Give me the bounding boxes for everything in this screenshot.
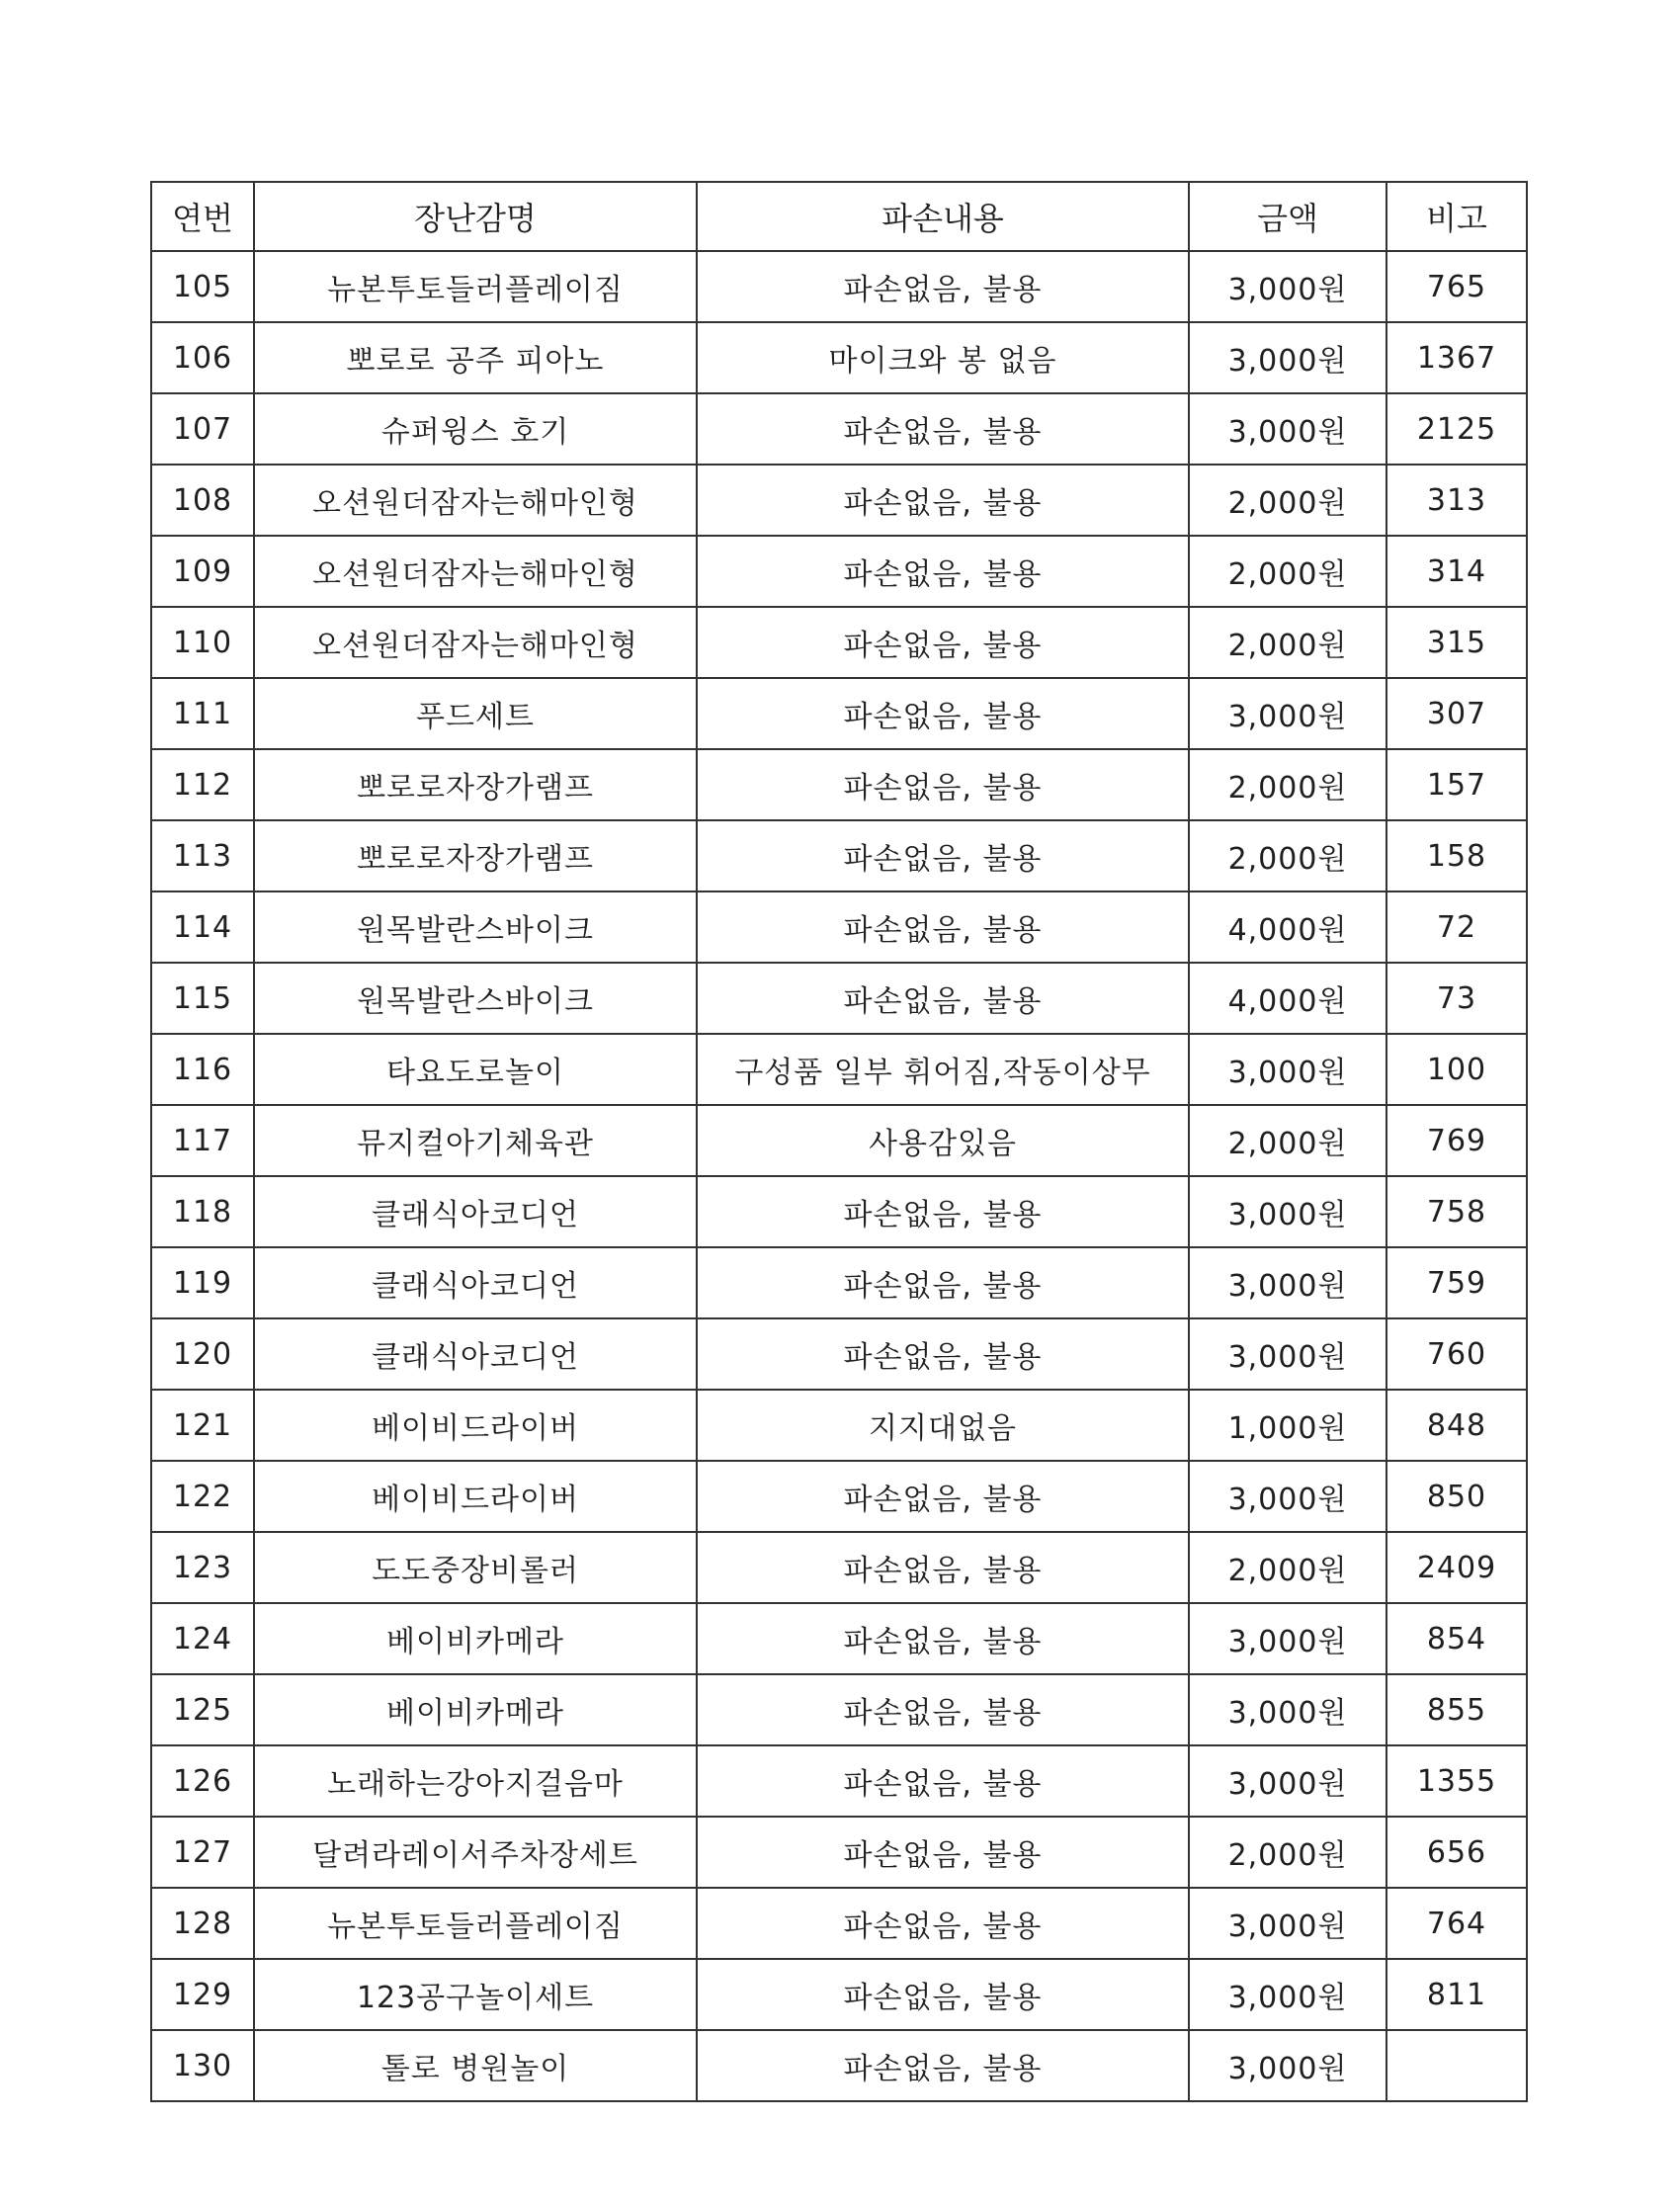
- row-number-cell: 114: [151, 891, 254, 963]
- toy-name-cell: 클래식아코디언: [254, 1247, 697, 1318]
- row-number-cell: 109: [151, 536, 254, 607]
- amount-cell: 3,000원: [1189, 1461, 1386, 1532]
- table-row: [151, 251, 1527, 322]
- amount-cell: 3,000원: [1189, 1034, 1386, 1105]
- table-row: [151, 322, 1527, 393]
- header-note: 비고: [1386, 182, 1527, 251]
- note-cell: 157: [1386, 749, 1527, 820]
- note-cell: 313: [1386, 465, 1527, 536]
- row-number-cell: 127: [151, 1817, 254, 1888]
- toy-name-cell: 원목발란스바이크: [254, 891, 697, 963]
- note-cell: 656: [1386, 1817, 1527, 1888]
- table-row: [151, 963, 1527, 1034]
- amount-cell: 2,000원: [1189, 607, 1386, 678]
- note-cell: 315: [1386, 607, 1527, 678]
- table-row: [151, 1532, 1527, 1603]
- amount-cell: 3,000원: [1189, 678, 1386, 749]
- toy-name-cell: 123공구놀이세트: [254, 1959, 697, 2030]
- damage-cell: 파손없음, 불용: [697, 607, 1189, 678]
- note-cell: 100: [1386, 1034, 1527, 1105]
- row-number-cell: 124: [151, 1603, 254, 1674]
- table-row: [151, 891, 1527, 963]
- damage-cell: 파손없음, 불용: [697, 891, 1189, 963]
- note-cell: 73: [1386, 963, 1527, 1034]
- amount-cell: 4,000원: [1189, 963, 1386, 1034]
- damage-cell: 파손없음, 불용: [697, 1674, 1189, 1745]
- amount-cell: 2,000원: [1189, 1532, 1386, 1603]
- note-cell: 765: [1386, 251, 1527, 322]
- table-row: [151, 607, 1527, 678]
- table-row: [151, 1318, 1527, 1390]
- row-number-cell: 121: [151, 1390, 254, 1461]
- row-number-cell: 130: [151, 2030, 254, 2101]
- damage-cell: 파손없음, 불용: [697, 963, 1189, 1034]
- note-cell: 855: [1386, 1674, 1527, 1745]
- note-cell: 854: [1386, 1603, 1527, 1674]
- row-number-cell: 125: [151, 1674, 254, 1745]
- damage-cell: 파손없음, 불용: [697, 1959, 1189, 2030]
- amount-cell: 3,000원: [1189, 1176, 1386, 1247]
- damage-cell: 파손없음, 불용: [697, 1888, 1189, 1959]
- damage-cell: 지지대없음: [697, 1390, 1189, 1461]
- header-amount: 금액: [1189, 182, 1386, 251]
- toy-name-cell: 도도중장비롤러: [254, 1532, 697, 1603]
- note-cell: 1367: [1386, 322, 1527, 393]
- note-cell: [1386, 2030, 1527, 2101]
- note-cell: 848: [1386, 1390, 1527, 1461]
- toy-name-cell: 클래식아코디언: [254, 1176, 697, 1247]
- note-cell: 1355: [1386, 1745, 1527, 1817]
- damage-cell: 파손없음, 불용: [697, 1247, 1189, 1318]
- toy-name-cell: 클래식아코디언: [254, 1318, 697, 1390]
- toy-name-cell: 오션원더잠자는해마인형: [254, 536, 697, 607]
- toy-name-cell: 달려라레이서주차장세트: [254, 1817, 697, 1888]
- row-number-cell: 112: [151, 749, 254, 820]
- note-cell: 72: [1386, 891, 1527, 963]
- toy-damage-table: [150, 181, 1528, 2102]
- toy-name-cell: 베이비드라이버: [254, 1390, 697, 1461]
- row-number-cell: 113: [151, 820, 254, 891]
- table-row: [151, 1674, 1527, 1745]
- toy-name-cell: 슈퍼윙스 호기: [254, 393, 697, 465]
- note-cell: 307: [1386, 678, 1527, 749]
- toy-name-cell: 베이비드라이버: [254, 1461, 697, 1532]
- row-number-cell: 115: [151, 963, 254, 1034]
- toy-name-cell: 톨로 병원놀이: [254, 2030, 697, 2101]
- amount-cell: 2,000원: [1189, 1817, 1386, 1888]
- damage-cell: 파손없음, 불용: [697, 1745, 1189, 1817]
- damage-cell: 파손없음, 불용: [697, 1176, 1189, 1247]
- table-row: [151, 1105, 1527, 1176]
- table-row: [151, 2030, 1527, 2101]
- toy-name-cell: 베이비카메라: [254, 1674, 697, 1745]
- note-cell: 158: [1386, 820, 1527, 891]
- amount-cell: 3,000원: [1189, 393, 1386, 465]
- amount-cell: 1,000원: [1189, 1390, 1386, 1461]
- note-cell: 769: [1386, 1105, 1527, 1176]
- toy-name-cell: 노래하는강아지걸음마: [254, 1745, 697, 1817]
- damage-cell: 파손없음, 불용: [697, 465, 1189, 536]
- damage-cell: 파손없음, 불용: [697, 1603, 1189, 1674]
- toy-name-cell: 뉴본투토들러플레이짐: [254, 251, 697, 322]
- table-row: [151, 465, 1527, 536]
- amount-cell: 3,000원: [1189, 1674, 1386, 1745]
- toy-name-cell: 뉴본투토들러플레이짐: [254, 1888, 697, 1959]
- amount-cell: 3,000원: [1189, 2030, 1386, 2101]
- row-number-cell: 129: [151, 1959, 254, 2030]
- toy-damage-table-wrapper: [150, 181, 1526, 2102]
- toy-name-cell: 뽀로로 공주 피아노: [254, 322, 697, 393]
- row-number-cell: 110: [151, 607, 254, 678]
- note-cell: 850: [1386, 1461, 1527, 1532]
- amount-cell: 3,000원: [1189, 322, 1386, 393]
- toy-name-cell: 원목발란스바이크: [254, 963, 697, 1034]
- row-number-cell: 123: [151, 1532, 254, 1603]
- toy-name-cell: 뽀로로자장가램프: [254, 820, 697, 891]
- row-number-cell: 120: [151, 1318, 254, 1390]
- table-row: [151, 1817, 1527, 1888]
- damage-cell: 파손없음, 불용: [697, 678, 1189, 749]
- damage-cell: 파손없음, 불용: [697, 820, 1189, 891]
- table-row: [151, 1390, 1527, 1461]
- toy-name-cell: 오션원더잠자는해마인형: [254, 607, 697, 678]
- toy-name-cell: 뽀로로자장가램프: [254, 749, 697, 820]
- amount-cell: 2,000원: [1189, 465, 1386, 536]
- row-number-cell: 111: [151, 678, 254, 749]
- damage-cell: 파손없음, 불용: [697, 1461, 1189, 1532]
- toy-name-cell: 베이비카메라: [254, 1603, 697, 1674]
- amount-cell: 2,000원: [1189, 749, 1386, 820]
- damage-cell: 파손없음, 불용: [697, 1318, 1189, 1390]
- row-number-cell: 118: [151, 1176, 254, 1247]
- table-row: [151, 1603, 1527, 1674]
- damage-cell: 파손없음, 불용: [697, 393, 1189, 465]
- amount-cell: 3,000원: [1189, 1745, 1386, 1817]
- table-row: [151, 1745, 1527, 1817]
- toy-name-cell: 오션원더잠자는해마인형: [254, 465, 697, 536]
- note-cell: 811: [1386, 1959, 1527, 2030]
- table-row: [151, 1888, 1527, 1959]
- table-body: [151, 251, 1527, 2101]
- damage-cell: 마이크와 봉 없음: [697, 322, 1189, 393]
- row-number-cell: 119: [151, 1247, 254, 1318]
- row-number-cell: 128: [151, 1888, 254, 1959]
- row-number-cell: 107: [151, 393, 254, 465]
- damage-cell: 파손없음, 불용: [697, 2030, 1189, 2101]
- note-cell: 314: [1386, 536, 1527, 607]
- amount-cell: 3,000원: [1189, 251, 1386, 322]
- damage-cell: 파손없음, 불용: [697, 749, 1189, 820]
- damage-cell: 구성품 일부 휘어짐,작동이상무: [697, 1034, 1189, 1105]
- table-row: [151, 1247, 1527, 1318]
- row-number-cell: 122: [151, 1461, 254, 1532]
- note-cell: 2409: [1386, 1532, 1527, 1603]
- row-number-cell: 116: [151, 1034, 254, 1105]
- amount-cell: 3,000원: [1189, 1247, 1386, 1318]
- amount-cell: 4,000원: [1189, 891, 1386, 963]
- amount-cell: 3,000원: [1189, 1318, 1386, 1390]
- note-cell: 758: [1386, 1176, 1527, 1247]
- damage-cell: 파손없음, 불용: [697, 536, 1189, 607]
- toy-name-cell: 푸드세트: [254, 678, 697, 749]
- note-cell: 764: [1386, 1888, 1527, 1959]
- row-number-cell: 126: [151, 1745, 254, 1817]
- amount-cell: 3,000원: [1189, 1959, 1386, 2030]
- damage-cell: 파손없음, 불용: [697, 1817, 1189, 1888]
- amount-cell: 2,000원: [1189, 820, 1386, 891]
- table-row: [151, 1176, 1527, 1247]
- damage-cell: 파손없음, 불용: [697, 1532, 1189, 1603]
- damage-cell: 파손없음, 불용: [697, 251, 1189, 322]
- toy-name-cell: 타요도로놀이: [254, 1034, 697, 1105]
- amount-cell: 2,000원: [1189, 1105, 1386, 1176]
- table-row: [151, 1034, 1527, 1105]
- damage-cell: 사용감있음: [697, 1105, 1189, 1176]
- table-row: [151, 393, 1527, 465]
- table-row: [151, 678, 1527, 749]
- toy-name-cell: 뮤지컬아기체육관: [254, 1105, 697, 1176]
- note-cell: 759: [1386, 1247, 1527, 1318]
- table-row: [151, 1461, 1527, 1532]
- table-row: [151, 749, 1527, 820]
- header-name: 장난감명: [254, 182, 697, 251]
- amount-cell: 3,000원: [1189, 1603, 1386, 1674]
- row-number-cell: 117: [151, 1105, 254, 1176]
- amount-cell: 2,000원: [1189, 536, 1386, 607]
- table-header-row: [151, 182, 1527, 251]
- header-damage: 파손내용: [697, 182, 1189, 251]
- note-cell: 2125: [1386, 393, 1527, 465]
- table-row: [151, 1959, 1527, 2030]
- table-row: [151, 820, 1527, 891]
- row-number-cell: 105: [151, 251, 254, 322]
- note-cell: 760: [1386, 1318, 1527, 1390]
- table-row: [151, 536, 1527, 607]
- row-number-cell: 106: [151, 322, 254, 393]
- header-no: 연번: [151, 182, 254, 251]
- amount-cell: 3,000원: [1189, 1888, 1386, 1959]
- row-number-cell: 108: [151, 465, 254, 536]
